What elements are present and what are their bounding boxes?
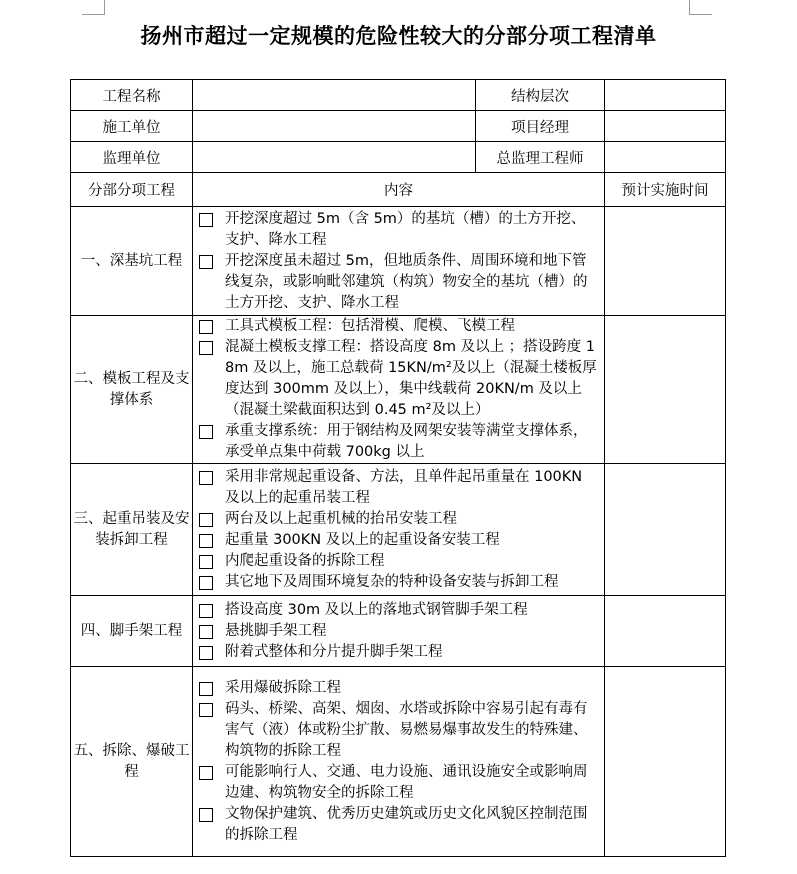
checklist-item: [193, 251, 604, 314]
checklist-item-text: 两台及以上起重机械的抬吊安装工程: [225, 510, 457, 527]
checklist-item: [193, 804, 604, 846]
checklist-item: [193, 530, 604, 551]
section-content: [193, 316, 605, 464]
info-row: [71, 80, 726, 111]
checkbox[interactable]: [199, 255, 213, 269]
checklist-item-text: 承重支撑系统：用于钢结构及网架安装等满堂支撑体系，承受单点集中荷载 700kg 以上: [225, 423, 588, 460]
checklist-item-text: 可能影响行人、交通、电力设施、通讯设施安全或影响周边建、构筑物安全的拆除工程: [225, 763, 588, 801]
header-content: 内容: [193, 173, 605, 207]
checklist-item: [193, 642, 604, 663]
label-project-manager: 项目经理: [476, 111, 605, 142]
checkbox[interactable]: [199, 555, 213, 569]
checkbox[interactable]: [199, 513, 213, 527]
section-name: 二、模板工程及支撑体系: [71, 316, 193, 464]
section-row: [71, 667, 726, 857]
checklist-item: [193, 209, 604, 251]
page-corner-mark-left: [82, 0, 105, 15]
planned-time-field[interactable]: [605, 316, 726, 464]
section-content: [193, 207, 605, 316]
column-header-row: [71, 173, 726, 207]
checklist-item-text: 混凝土模板支撑工程：搭设高度 8m 及以上 ；搭设跨度 18m 及以上，施工总载荷 15KN/m²及以上（混凝土楼板厚度达到 300mm 及以上），集中线载荷 20KN/m 及以上 （混凝土梁截面积达到 0.45 m²及以上）: [225, 339, 597, 418]
checkbox[interactable]: [199, 320, 213, 334]
section-name: 一、深基坑工程: [71, 207, 193, 316]
checklist-item: [193, 600, 604, 621]
checklist-item: [193, 678, 604, 699]
document-title: 扬州市超过一定规模的危险性较大的分部分项工程清单: [140, 24, 657, 48]
checklist-item-text: 码头、桥梁、高架、烟囱、水塔或拆除中容易引起有毒有害气（液）体或粉尘扩散、易燃易爆事故发生的特殊建、构筑物的拆除工程: [225, 700, 588, 759]
header-section: 分部分项工程: [71, 173, 193, 207]
section-row: [71, 207, 726, 316]
project-manager-field[interactable]: [605, 111, 726, 142]
label-project-name: 工程名称: [71, 80, 193, 111]
checklist-item-text: 起重量 300KN 及以上的起重设备安装工程: [225, 531, 500, 548]
checklist-item-text: 工具式模板工程：包括滑模、爬模、飞模工程: [225, 318, 515, 334]
checkbox[interactable]: [199, 341, 213, 355]
checkbox[interactable]: [199, 625, 213, 639]
checklist-item-text: 开挖深度虽未超过 5m，但地质条件、周围环境和地下管线复杂，或影响毗邻建筑（构筑）物安全的基坑（槽）的土方开挖、支护、降水工程: [225, 252, 588, 311]
section-content: [193, 667, 605, 857]
checklist-item: [193, 337, 604, 421]
info-row: [71, 111, 726, 142]
construction-unit-field[interactable]: [193, 111, 476, 142]
checklist-table-body: [71, 80, 726, 857]
page-corner-mark-right: [689, 0, 712, 15]
section-row: [71, 464, 726, 596]
section-name: 五、拆除、爆破工程: [71, 667, 193, 857]
checkbox[interactable]: [199, 703, 213, 717]
label-chief-supervisor: 总监理工程师: [476, 142, 605, 173]
checkbox[interactable]: [199, 471, 213, 485]
section-content: [193, 596, 605, 667]
planned-time-field[interactable]: [605, 596, 726, 667]
checklist-table: [70, 79, 726, 857]
header-planned-time: 预计实施时间: [605, 173, 726, 207]
label-supervision-unit: 监理单位: [71, 142, 193, 173]
label-structure-level: 结构层次: [476, 80, 605, 111]
supervision-unit-field[interactable]: [193, 142, 476, 173]
checklist-item: [193, 509, 604, 530]
checkbox[interactable]: [199, 604, 213, 618]
checklist-item-text: 附着式整体和分片提升脚手架工程: [225, 643, 443, 660]
section-name: 四、脚手架工程: [71, 596, 193, 667]
checklist-item-text: 采用爆破拆除工程: [225, 679, 341, 696]
checkbox[interactable]: [199, 576, 213, 590]
checklist-item-text: 采用非常规起重设备、方法，且单件起吊重量在 100KN 及以上的起重吊装工程: [225, 468, 583, 506]
checkbox[interactable]: [199, 646, 213, 660]
checklist-item: [193, 762, 604, 804]
label-construction-unit: 施工单位: [71, 111, 193, 142]
section-row: [71, 596, 726, 667]
section-name: 三、起重吊装及安装拆卸工程: [71, 464, 193, 596]
checklist-item-text: 其它地下及周围环境复杂的特种设备安装与拆卸工程: [225, 573, 559, 590]
checklist-item: [193, 316, 604, 337]
section-content: [193, 464, 605, 596]
checklist-item: [193, 551, 604, 572]
checklist-item-text: 文物保护建筑、优秀历史建筑或历史文化风貌区控制范围的拆除工程: [225, 805, 588, 843]
checklist-item: [193, 621, 604, 642]
checklist-item-text: 内爬起重设备的拆除工程: [225, 552, 385, 569]
checklist-item: [193, 699, 604, 762]
checkbox[interactable]: [199, 213, 213, 227]
project-name-field[interactable]: [193, 80, 476, 111]
info-row: [71, 142, 726, 173]
checkbox[interactable]: [199, 808, 213, 822]
checkbox[interactable]: [199, 534, 213, 548]
planned-time-field[interactable]: [605, 464, 726, 596]
checklist-item-text: 开挖深度超过 5m（含 5m）的基坑（槽）的土方开挖、支护、降水工程: [225, 210, 586, 248]
planned-time-field[interactable]: [605, 667, 726, 857]
structure-level-field[interactable]: [605, 80, 726, 111]
checklist-item: [193, 467, 604, 509]
checklist-item-text: 搭设高度 30m 及以上的落地式钢管脚手架工程: [225, 601, 528, 618]
checkbox[interactable]: [199, 682, 213, 696]
section-row: [71, 316, 726, 464]
checklist-item: [193, 421, 604, 463]
chief-supervisor-field[interactable]: [605, 142, 726, 173]
checkbox[interactable]: [199, 425, 213, 439]
planned-time-field[interactable]: [605, 207, 726, 316]
checklist-item: [193, 572, 604, 593]
checkbox[interactable]: [199, 766, 213, 780]
checklist-item-text: 悬挑脚手架工程: [225, 622, 327, 639]
